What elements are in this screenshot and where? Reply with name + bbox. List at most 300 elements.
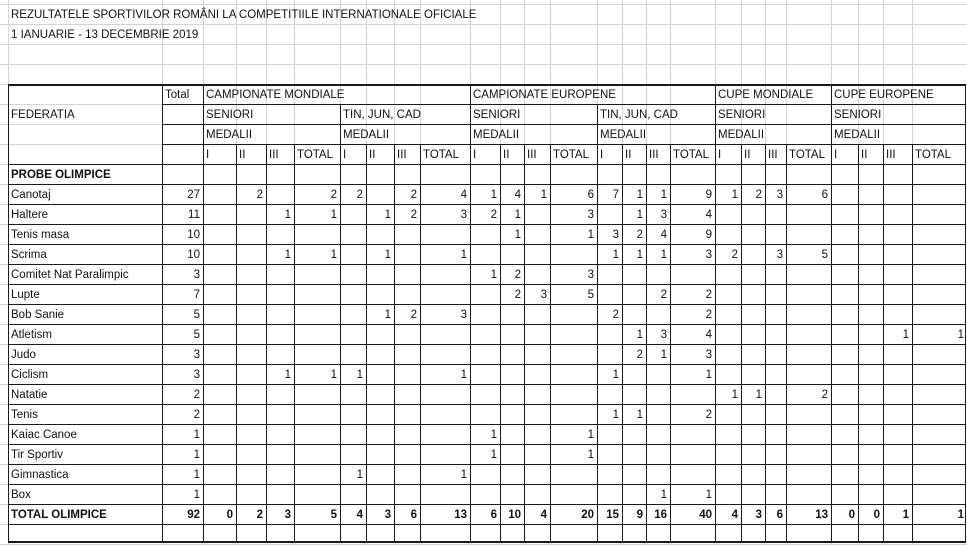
row-medal-value[interactable]: 2	[410, 309, 417, 321]
section-probe-olimpice[interactable]: PROBE OLIMPICE	[11, 169, 111, 181]
row-medal-value[interactable]	[394, 265, 420, 285]
row-medal-value[interactable]	[203, 305, 236, 325]
row-medal-value[interactable]	[340, 225, 366, 245]
header-cupe-mondiale[interactable]: CUPE MONDIALE	[718, 89, 814, 101]
row-medal-value[interactable]	[715, 485, 741, 505]
row-medal-value[interactable]: 1	[284, 249, 291, 261]
row-federation-name[interactable]: Comitet Nat Paralimpic	[11, 269, 129, 281]
row-medal-value[interactable]	[670, 465, 715, 485]
totals-total-value[interactable]: 92	[187, 509, 200, 521]
row-medal-value[interactable]	[858, 425, 883, 445]
row-medal-value[interactable]	[715, 265, 741, 285]
row-medal-value[interactable]	[741, 305, 765, 325]
totals-medal-value[interactable]: 4	[731, 509, 738, 521]
row-medal-value[interactable]	[715, 345, 741, 365]
row-medal-value[interactable]	[858, 305, 883, 325]
row-medal-value[interactable]	[236, 345, 266, 365]
row-medal-value[interactable]	[266, 465, 294, 485]
row-medal-value[interactable]	[236, 425, 266, 445]
row-medal-value[interactable]	[715, 465, 741, 485]
row-medal-value[interactable]	[524, 205, 550, 225]
header-col-total[interactable]: TOTAL	[297, 149, 333, 161]
header-total[interactable]: Total	[165, 89, 190, 101]
row-medal-value[interactable]	[765, 285, 786, 305]
row-medal-value[interactable]	[715, 425, 741, 445]
row-medal-value[interactable]	[858, 285, 883, 305]
row-medal-value[interactable]: 3	[612, 229, 619, 241]
row-total-value[interactable]: 1	[193, 469, 200, 481]
row-medal-value[interactable]: 3	[776, 189, 783, 201]
row-total-value[interactable]: 5	[193, 329, 200, 341]
row-medal-value[interactable]	[266, 285, 294, 305]
row-medal-value[interactable]	[420, 285, 470, 305]
row-medal-value[interactable]	[524, 445, 550, 465]
totals-medal-value[interactable]: 6	[410, 509, 417, 521]
row-medal-value[interactable]	[622, 465, 646, 485]
row-medal-value[interactable]	[500, 385, 524, 405]
header-col-total[interactable]: TOTAL	[553, 149, 589, 161]
row-medal-value[interactable]	[831, 365, 858, 385]
totals-medal-value[interactable]: 13	[454, 509, 467, 521]
row-medal-value[interactable]	[236, 405, 266, 425]
row-medal-value[interactable]: 3	[460, 209, 467, 221]
row-medal-value[interactable]	[597, 325, 622, 345]
row-medal-value[interactable]: 2	[705, 289, 712, 301]
row-medal-value[interactable]	[340, 205, 366, 225]
row-medal-value[interactable]	[912, 185, 967, 205]
totals-medal-value[interactable]: 10	[508, 509, 521, 521]
row-medal-value[interactable]	[524, 225, 550, 245]
row-medal-value[interactable]	[741, 245, 765, 265]
header-medalii[interactable]: MEDALII	[343, 129, 390, 141]
row-medal-value[interactable]	[266, 445, 294, 465]
row-medal-value[interactable]: 1	[636, 249, 643, 261]
row-medal-value[interactable]	[741, 365, 765, 385]
row-medal-value[interactable]	[858, 465, 883, 485]
row-medal-value[interactable]: 1	[731, 389, 738, 401]
row-medal-value[interactable]	[765, 465, 786, 485]
header-col-medal-3[interactable]: III	[649, 149, 659, 161]
row-medal-value[interactable]	[203, 485, 236, 505]
row-medal-value[interactable]	[470, 345, 500, 365]
row-medal-value[interactable]	[366, 465, 394, 485]
row-medal-value[interactable]: 1	[957, 329, 964, 341]
row-medal-value[interactable]	[883, 265, 912, 285]
row-medal-value[interactable]	[912, 265, 967, 285]
row-medal-value[interactable]	[883, 445, 912, 465]
row-medal-value[interactable]	[765, 305, 786, 325]
row-medal-value[interactable]	[340, 385, 366, 405]
row-medal-value[interactable]	[366, 445, 394, 465]
row-federation-name[interactable]: Canotaj	[11, 189, 51, 201]
row-total-value[interactable]: 3	[193, 349, 200, 361]
row-medal-value[interactable]	[420, 265, 470, 285]
header-col-total[interactable]: TOTAL	[789, 149, 825, 161]
header-seniori[interactable]: SENIORI	[206, 109, 254, 121]
row-medal-value[interactable]: 9	[705, 189, 712, 201]
row-medal-value[interactable]	[786, 465, 831, 485]
row-medal-value[interactable]	[670, 265, 715, 285]
row-medal-value[interactable]	[831, 485, 858, 505]
row-medal-value[interactable]: 1	[660, 189, 667, 201]
row-medal-value[interactable]	[236, 305, 266, 325]
row-medal-value[interactable]: 1	[460, 469, 467, 481]
row-medal-value[interactable]	[394, 365, 420, 385]
row-medal-value[interactable]	[550, 245, 597, 265]
row-medal-value[interactable]: 2	[514, 289, 521, 301]
row-medal-value[interactable]	[858, 385, 883, 405]
totals-medal-value[interactable]: 0	[226, 509, 233, 521]
row-medal-value[interactable]	[912, 305, 967, 325]
row-medal-value[interactable]: 2	[731, 249, 738, 261]
row-medal-value[interactable]	[912, 345, 967, 365]
row-medal-value[interactable]	[524, 245, 550, 265]
row-medal-value[interactable]	[524, 305, 550, 325]
row-medal-value[interactable]: 2	[330, 189, 337, 201]
row-medal-value[interactable]	[340, 485, 366, 505]
row-medal-value[interactable]	[831, 185, 858, 205]
row-medal-value[interactable]	[831, 205, 858, 225]
row-medal-value[interactable]	[500, 485, 524, 505]
row-medal-value[interactable]: 4	[514, 189, 521, 201]
row-medal-value[interactable]	[366, 325, 394, 345]
row-medal-value[interactable]	[266, 425, 294, 445]
row-medal-value[interactable]: 1	[705, 489, 712, 501]
row-medal-value[interactable]	[883, 345, 912, 365]
row-medal-value[interactable]	[340, 305, 366, 325]
row-medal-value[interactable]	[470, 485, 500, 505]
header-col-medal-3[interactable]: III	[269, 149, 279, 161]
row-medal-value[interactable]: 1	[490, 449, 497, 461]
row-medal-value[interactable]	[622, 485, 646, 505]
row-medal-value[interactable]	[366, 265, 394, 285]
row-federation-name[interactable]: Scrima	[11, 249, 47, 261]
row-medal-value[interactable]: 2	[410, 209, 417, 221]
row-medal-value[interactable]: 1	[705, 369, 712, 381]
row-medal-value[interactable]: 2	[705, 409, 712, 421]
row-medal-value[interactable]	[420, 225, 470, 245]
row-medal-value[interactable]	[203, 285, 236, 305]
row-medal-value[interactable]	[831, 305, 858, 325]
row-medal-value[interactable]	[550, 485, 597, 505]
row-medal-value[interactable]	[294, 385, 340, 405]
row-medal-value[interactable]	[236, 365, 266, 385]
row-medal-value[interactable]: 1	[460, 249, 467, 261]
row-medal-value[interactable]	[765, 485, 786, 505]
totals-medal-value[interactable]: 6	[490, 509, 497, 521]
row-medal-value[interactable]	[646, 465, 670, 485]
row-total-value[interactable]: 2	[193, 409, 200, 421]
row-medal-value[interactable]	[236, 285, 266, 305]
totals-medal-value[interactable]: 15	[606, 509, 619, 521]
row-medal-value[interactable]: 1	[660, 349, 667, 361]
row-medal-value[interactable]	[203, 245, 236, 265]
row-medal-value[interactable]: 1	[612, 409, 619, 421]
row-medal-value[interactable]	[203, 405, 236, 425]
row-medal-value[interactable]	[294, 465, 340, 485]
header-campionate-mondiale[interactable]: CAMPIONATE MONDIALE	[206, 89, 345, 101]
row-medal-value[interactable]	[500, 425, 524, 445]
row-medal-value[interactable]: 2	[256, 189, 263, 201]
row-medal-value[interactable]	[366, 405, 394, 425]
row-medal-value[interactable]: 1	[514, 229, 521, 241]
row-medal-value[interactable]	[294, 445, 340, 465]
row-medal-value[interactable]	[394, 405, 420, 425]
row-total-value[interactable]: 1	[193, 489, 200, 501]
row-medal-value[interactable]	[622, 385, 646, 405]
row-medal-value[interactable]	[883, 225, 912, 245]
row-medal-value[interactable]	[420, 405, 470, 425]
row-medal-value[interactable]	[366, 285, 394, 305]
row-medal-value[interactable]	[394, 465, 420, 485]
row-medal-value[interactable]	[294, 425, 340, 445]
row-total-value[interactable]: 10	[187, 229, 200, 241]
row-medal-value[interactable]: 3	[587, 209, 594, 221]
row-federation-name[interactable]: Tenis	[11, 409, 38, 421]
row-medal-value[interactable]: 4	[660, 229, 667, 241]
row-medal-value[interactable]	[203, 445, 236, 465]
row-federation-name[interactable]: Bob Sanie	[11, 309, 65, 321]
row-medal-value[interactable]	[366, 185, 394, 205]
row-medal-value[interactable]	[858, 185, 883, 205]
row-medal-value[interactable]	[550, 385, 597, 405]
row-total-value[interactable]: 3	[193, 369, 200, 381]
row-federation-name[interactable]: Tir Sportiv	[11, 449, 63, 461]
row-medal-value[interactable]	[340, 285, 366, 305]
row-medal-value[interactable]	[340, 405, 366, 425]
header-col-total[interactable]: TOTAL	[915, 149, 951, 161]
totals-medal-value[interactable]: 6	[776, 509, 783, 521]
row-medal-value[interactable]	[646, 425, 670, 445]
row-medal-value[interactable]: 2	[705, 309, 712, 321]
row-medal-value[interactable]: 9	[705, 229, 712, 241]
header-col-medal-1[interactable]: I	[834, 149, 838, 161]
report-date-range[interactable]: 1 IANUARIE - 13 DECEMBRIE 2019	[11, 29, 199, 41]
row-medal-value[interactable]	[340, 425, 366, 445]
header-medalii[interactable]: MEDALII	[718, 129, 765, 141]
row-medal-value[interactable]	[550, 305, 597, 325]
row-medal-value[interactable]	[203, 225, 236, 245]
row-medal-value[interactable]: 1	[460, 369, 467, 381]
row-medal-value[interactable]	[500, 245, 524, 265]
row-federation-name[interactable]: Natatie	[11, 389, 48, 401]
row-medal-value[interactable]	[266, 185, 294, 205]
row-medal-value[interactable]	[715, 325, 741, 345]
row-medal-value[interactable]	[203, 265, 236, 285]
row-medal-value[interactable]	[786, 405, 831, 425]
row-medal-value[interactable]: 1	[384, 209, 391, 221]
header-seniori[interactable]: SENIORI	[473, 109, 521, 121]
row-medal-value[interactable]: 2	[755, 189, 762, 201]
row-medal-value[interactable]	[883, 185, 912, 205]
row-medal-value[interactable]	[765, 325, 786, 345]
row-medal-value[interactable]	[912, 445, 967, 465]
row-medal-value[interactable]	[524, 345, 550, 365]
row-medal-value[interactable]: 1	[490, 269, 497, 281]
row-medal-value[interactable]	[883, 425, 912, 445]
row-medal-value[interactable]: 1	[490, 429, 497, 441]
row-medal-value[interactable]: 6	[821, 189, 828, 201]
row-medal-value[interactable]	[550, 365, 597, 385]
row-medal-value[interactable]	[524, 325, 550, 345]
row-medal-value[interactable]	[765, 365, 786, 385]
row-federation-name[interactable]: Judo	[11, 349, 36, 361]
row-medal-value[interactable]	[831, 325, 858, 345]
row-medal-value[interactable]	[266, 385, 294, 405]
row-medal-value[interactable]	[912, 285, 967, 305]
row-medal-value[interactable]	[883, 385, 912, 405]
row-medal-value[interactable]	[470, 245, 500, 265]
row-medal-value[interactable]: 1	[587, 229, 594, 241]
row-medal-value[interactable]	[883, 405, 912, 425]
row-medal-value[interactable]	[715, 225, 741, 245]
row-medal-value[interactable]	[858, 485, 883, 505]
header-medalii[interactable]: MEDALII	[473, 129, 520, 141]
row-medal-value[interactable]	[622, 305, 646, 325]
totals-medal-value[interactable]: 2	[256, 509, 263, 521]
row-federation-name[interactable]: Lupte	[11, 289, 40, 301]
header-col-total[interactable]: TOTAL	[673, 149, 709, 161]
row-medal-value[interactable]	[831, 285, 858, 305]
row-medal-value[interactable]: 4	[460, 189, 467, 201]
row-medal-value[interactable]	[912, 465, 967, 485]
row-medal-value[interactable]	[912, 245, 967, 265]
row-medal-value[interactable]	[294, 485, 340, 505]
row-federation-name[interactable]: Tenis masa	[11, 229, 70, 241]
row-federation-name[interactable]: Ciclism	[11, 369, 49, 381]
row-medal-value[interactable]	[858, 345, 883, 365]
row-medal-value[interactable]	[786, 225, 831, 245]
header-medalii[interactable]: MEDALII	[206, 129, 253, 141]
row-total-value[interactable]: 5	[193, 309, 200, 321]
row-medal-value[interactable]	[715, 205, 741, 225]
row-medal-value[interactable]: 5	[587, 289, 594, 301]
row-medal-value[interactable]	[203, 465, 236, 485]
totals-medal-value[interactable]: 9	[636, 509, 643, 521]
row-medal-value[interactable]	[394, 345, 420, 365]
row-medal-value[interactable]	[294, 265, 340, 285]
row-federation-name[interactable]: Haltere	[11, 209, 49, 221]
row-medal-value[interactable]	[622, 445, 646, 465]
row-medal-value[interactable]: 1	[612, 249, 619, 261]
row-medal-value[interactable]	[470, 385, 500, 405]
header-col-medal-2[interactable]: II	[503, 149, 510, 161]
row-medal-value[interactable]	[266, 225, 294, 245]
row-medal-value[interactable]	[622, 265, 646, 285]
row-medal-value[interactable]	[420, 345, 470, 365]
row-medal-value[interactable]: 1	[755, 389, 762, 401]
row-medal-value[interactable]	[765, 205, 786, 225]
row-medal-value[interactable]: 3	[587, 269, 594, 281]
row-medal-value[interactable]	[883, 465, 912, 485]
row-medal-value[interactable]	[912, 365, 967, 385]
row-medal-value[interactable]: 1	[514, 209, 521, 221]
row-medal-value[interactable]	[786, 325, 831, 345]
header-col-medal-2[interactable]: II	[239, 149, 246, 161]
row-medal-value[interactable]	[715, 445, 741, 465]
row-medal-value[interactable]: 1	[330, 209, 337, 221]
row-medal-value[interactable]	[786, 425, 831, 445]
row-medal-value[interactable]	[524, 365, 550, 385]
header-col-medal-3[interactable]: III	[886, 149, 896, 161]
header-campionate-europene[interactable]: CAMPIONATE EUROPENE	[473, 89, 616, 101]
row-medal-value[interactable]	[858, 245, 883, 265]
row-medal-value[interactable]: 1	[587, 429, 594, 441]
row-medal-value[interactable]	[597, 445, 622, 465]
row-medal-value[interactable]	[524, 385, 550, 405]
row-medal-value[interactable]	[366, 385, 394, 405]
row-medal-value[interactable]	[294, 285, 340, 305]
row-medal-value[interactable]: 1	[284, 369, 291, 381]
row-medal-value[interactable]	[741, 225, 765, 245]
row-medal-value[interactable]	[883, 485, 912, 505]
row-medal-value[interactable]: 1	[330, 369, 337, 381]
row-medal-value[interactable]	[394, 245, 420, 265]
row-total-value[interactable]: 11	[188, 209, 200, 221]
totals-medal-value[interactable]: 40	[699, 509, 712, 521]
row-medal-value[interactable]	[266, 485, 294, 505]
row-medal-value[interactable]	[765, 405, 786, 425]
totals-medal-value[interactable]: 3	[284, 509, 291, 521]
header-col-medal-2[interactable]: II	[625, 149, 632, 161]
row-medal-value[interactable]	[646, 405, 670, 425]
row-medal-value[interactable]	[831, 265, 858, 285]
header-medalii[interactable]: MEDALII	[600, 129, 647, 141]
row-medal-value[interactable]: 2	[612, 309, 619, 321]
row-medal-value[interactable]	[394, 485, 420, 505]
row-medal-value[interactable]	[858, 325, 883, 345]
row-medal-value[interactable]	[266, 265, 294, 285]
row-medal-value[interactable]	[524, 465, 550, 485]
row-medal-value[interactable]	[470, 285, 500, 305]
row-medal-value[interactable]	[550, 465, 597, 485]
row-medal-value[interactable]: 4	[705, 329, 712, 341]
row-total-value[interactable]: 7	[193, 289, 200, 301]
row-medal-value[interactable]	[741, 325, 765, 345]
row-medal-value[interactable]: 3	[776, 249, 783, 261]
row-medal-value[interactable]: 2	[490, 209, 497, 221]
row-medal-value[interactable]: 6	[587, 189, 594, 201]
row-medal-value[interactable]: 3	[660, 209, 667, 221]
row-medal-value[interactable]: 1	[636, 409, 643, 421]
header-col-medal-2[interactable]: II	[744, 149, 751, 161]
header-col-medal-2[interactable]: II	[369, 149, 376, 161]
row-medal-value[interactable]	[912, 385, 967, 405]
row-medal-value[interactable]	[786, 305, 831, 325]
header-seniori[interactable]: SENIORI	[718, 109, 766, 121]
totals-medal-value[interactable]: 3	[755, 509, 762, 521]
row-medal-value[interactable]	[786, 205, 831, 225]
row-medal-value[interactable]	[597, 425, 622, 445]
row-medal-value[interactable]	[203, 185, 236, 205]
row-medal-value[interactable]: 2	[410, 189, 417, 201]
row-medal-value[interactable]	[340, 325, 366, 345]
row-medal-value[interactable]: 1	[356, 369, 363, 381]
row-medal-value[interactable]	[550, 405, 597, 425]
row-medal-value[interactable]	[741, 485, 765, 505]
row-medal-value[interactable]	[883, 245, 912, 265]
row-medal-value[interactable]	[420, 485, 470, 505]
row-medal-value[interactable]	[340, 265, 366, 285]
row-medal-value[interactable]	[420, 425, 470, 445]
row-medal-value[interactable]	[741, 345, 765, 365]
row-medal-value[interactable]	[294, 405, 340, 425]
row-medal-value[interactable]	[500, 325, 524, 345]
header-federatia[interactable]: FEDERATIA	[11, 109, 75, 121]
row-medal-value[interactable]	[394, 325, 420, 345]
row-medal-value[interactable]	[597, 345, 622, 365]
row-medal-value[interactable]	[394, 425, 420, 445]
